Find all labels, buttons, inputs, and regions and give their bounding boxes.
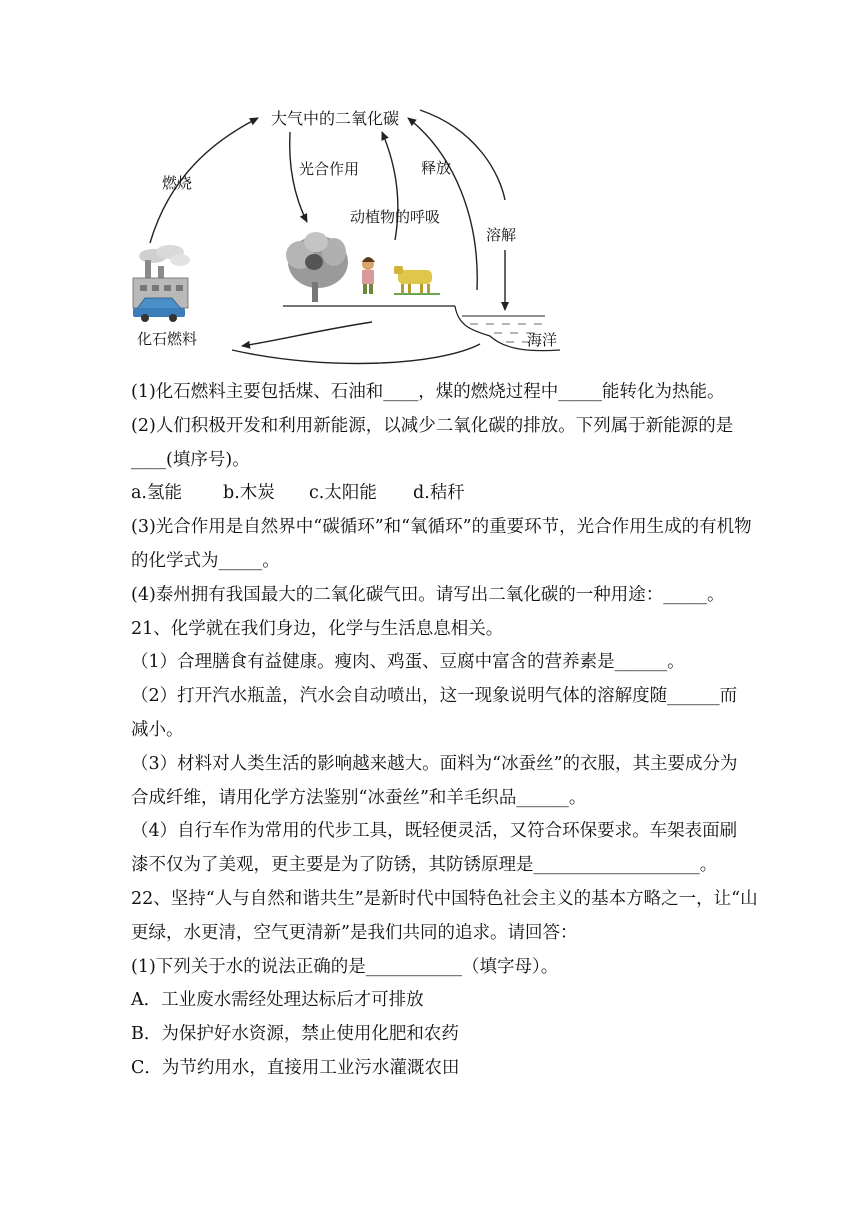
q20-3-line2: 的化学式为_____。 <box>131 550 280 571</box>
q21-1: （1）合理膳食有益健康。瘦肉、鸡蛋、豆腐中富含的营养素是______。 <box>131 652 685 673</box>
q22-1-option-a: A．工业废水需经处理达标后才可排放 <box>131 990 424 1011</box>
q21-3-line1: （3）材料对人类生活的影响越来越大。面料为“冰蚕丝”的衣服，其主要成分为 <box>131 753 738 774</box>
q22-1-option-b: B．为保护好水资源，禁止使用化肥和农药 <box>131 1024 459 1045</box>
label-respiration: 动植物的呼吸 <box>350 208 441 226</box>
q21-4-line2: 漆不仅为了美观，更主要是为了防锈，其防锈原理是___________________。 <box>131 855 718 876</box>
q21-3-line2: 合成纤维，请用化学方法鉴别“冰蚕丝”和羊毛织品______。 <box>131 787 587 808</box>
q20-1: (1)化石燃料主要包括煤、石油和____，煤的燃烧过程中_____能转化为热能。 <box>131 382 725 402</box>
q21-title: 21、化学就在我们身边，化学与生活息息相关。 <box>131 618 504 639</box>
question-text <box>131 376 758 1086</box>
cow-icon <box>394 266 440 294</box>
label-burning: 燃烧 <box>162 174 193 192</box>
person-icon <box>362 257 375 294</box>
q20-3-line1: (3)光合作用是自然界中“碳循环”和“氧循环”的重要环节，光合作用生成的有机物 <box>131 517 752 538</box>
q20-4: (4)泰州拥有我国最大的二氧化碳气田。请写出二氧化碳的一种用途：_____。 <box>131 584 725 605</box>
dissolve-arrow <box>420 110 505 200</box>
release-arrow <box>408 118 477 290</box>
label-release: 释放 <box>421 159 452 177</box>
factory-car-icon <box>133 245 190 322</box>
q20-2-options <box>131 477 731 511</box>
q21-2-line1: （2）打开汽水瓶盖，汽水会自动喷出，这一现象说明气体的溶解度随______而 <box>131 686 738 707</box>
option-c: c.太阳能 <box>309 483 377 504</box>
q21-4-line1: （4）自行车作为常用的代步工具，既轻便灵活，又符合环保要求。车架表面刷 <box>131 821 738 842</box>
q22-title-line1: 22、坚持“人与自然和谐共生”是新时代中国特色社会主义的基本方略之一，让“山 <box>131 888 758 909</box>
q21-2-line2: 减小。 <box>131 719 184 740</box>
option-b: b.木炭 <box>223 483 275 504</box>
to-fossil-arrow-1 <box>242 322 372 346</box>
label-ocean: 海洋 <box>527 331 558 349</box>
option-d: d.秸秆 <box>413 483 465 504</box>
label-atmosphere-co2: 大气中的二氧化碳 <box>271 109 400 128</box>
q20-2-line2: ____(填序号)。 <box>131 449 250 470</box>
carbon-cycle-figure <box>0 0 860 380</box>
q20-2-line1: (2)人们积极开发和利用新能源，以减少二氧化碳的排放。下列属于新能源的是 <box>131 415 734 436</box>
q22-1-option-c: C．为节约用水，直接用工业污水灌溉农田 <box>131 1057 460 1078</box>
option-a: a.氢能 <box>131 483 182 504</box>
carbon-cycle-diagram <box>0 0 860 380</box>
to-fossil-arrow-2 <box>232 344 480 363</box>
label-dissolve: 溶解 <box>486 226 517 244</box>
q22-title-line2: 更绿，水更清，空气更清新”是我们共同的追求。请回答： <box>131 922 578 943</box>
q22-1: (1)下列关于水的说法正确的是___________（填字母）。 <box>131 956 559 977</box>
label-fossil-fuel: 化石燃料 <box>137 330 198 348</box>
label-photosynthesis: 光合作用 <box>299 160 360 178</box>
tree-icon <box>286 232 348 302</box>
